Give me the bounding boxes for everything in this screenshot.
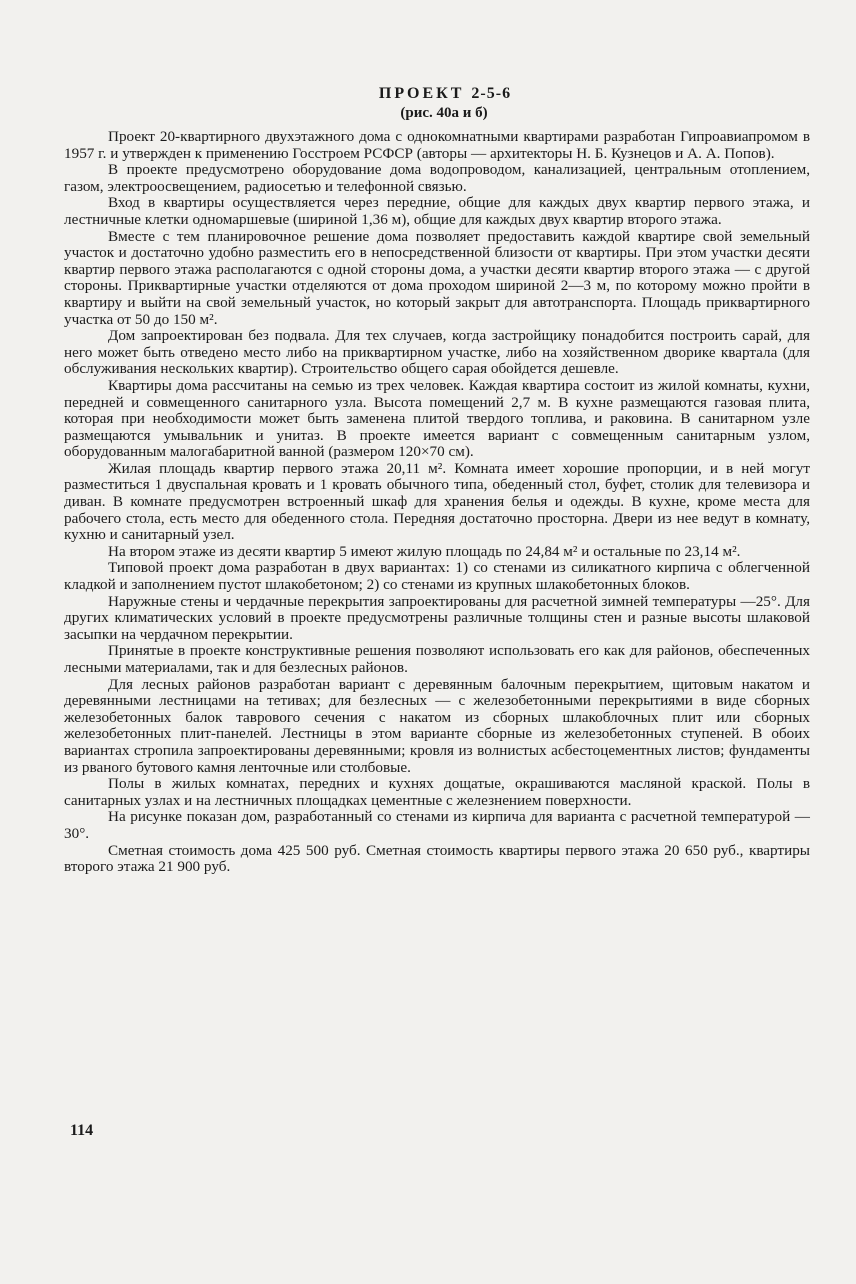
paragraph-forest-regions: Для лесных районов разработан вариант с деревянным балочным перекрытием, щитовым накатом и деревянными лестницами на тетивах; для безлесных — с железобетонными перекрытиями в виде сборных железобетонных балок таврового сечения с накатом из сборных шлакоблочных плит или сборных железобетонных плит-панелей. Лестницы в этом варианте сборные из железобетонных ступеней. В обоих вариантах стропила запроектированы деревянными; кровля из волнистых асбестоцементных листов; фундаменты из рваного бутового камня ленточные или столбовые.	[64, 675, 810, 776]
paragraph-variants: Типовой проект дома разработан в двух вариантах: 1) со стенами из силикатного кирпича с облегченной кладкой и заполнением пустот шлакобетоном; 2) со стенами из крупных шлакобетонных блоков.	[64, 559, 810, 594]
paragraph-first-floor-area: Жилая площадь квартир первого этажа 20,11 м². Комната имеет хорошие пропорции, и в ней могут разместиться 1 двуспальная кровать и 1 кровать обычного типа, обеденный стол, буфет, столик для телевизора и диван. В комнате предусмотрен встроенный шкаф для хранения белья и одежды. В кухне, кроме места для рабочего стола, есть место для обеденного стола. Передняя достаточно просторна. Двери из нее ведут в комнату, кухню и санитарный узел.	[64, 459, 810, 544]
project-number: 2-5-6	[471, 85, 512, 102]
paragraph-walls: Наружные стены и чердачные перекрытия запроектированы для расчетной зимней температуры —25°. Для других климатических условий в проекте предусмотрены различные толщины стен и разные высоты шлаковой засыпки на чердачном перекрытии.	[64, 592, 810, 643]
paragraph-entrance: Вход в квартиры осуществляется через передние, общие для каждых двух квартир первого этажа, и лестничные клетки одномаршевые (шириной 1,36 м), общие для каждых двух квартир второго этажа.	[64, 194, 810, 228]
paragraph-intro: Проект 20-квартирного двухэтажного дома с однокомнатными квартирами разработан Гипроавиапромом в 1957 г. и утвержден к применению Госстроем РСФСР (авторы — архитекторы Н. Б. Кузнецов и А. А. Попов).	[64, 128, 810, 162]
paragraph-cost: Сметная стоимость дома 425 500 руб. Сметная стоимость квартиры первого этажа 20 650 руб., квартиры второго этажа 21 900 руб.	[64, 841, 810, 876]
paragraph-construction: Принятые в проекте конструктивные решения позволяют использовать его как для районов, обеспеченных лесными материалами, так и для безлесных районов.	[64, 642, 810, 676]
document-page	[64, 84, 810, 876]
paragraph-floors: Полы в жилых комнатах, передних и кухнях дощатые, окрашиваются масляной краской. Полы в санитарных узлах и на лестничных площадках цементные с железнением поверхности.	[64, 775, 810, 809]
title-word: ПРОЕКТ	[378, 85, 465, 102]
paragraph-land-plots: Вместе с тем планировочное решение дома позволяет предоставить каждой квартире свой земельный участок и достаточно удобно разместить его в непосредственной близости от квартиры. При этом участки десяти квартир первого этажа располагаются с одной стороны дома, а участки десяти квартир второго этажа — с другой стороны. Приквартирные участки отделяются от дома проходом шириной 2—3 м, по которому можно пройти в квартиру и выйти на свой земельный участок, но который закрыт для автотранспорта. Площадь приквартирного участка от 50 до 150 м².	[64, 227, 810, 328]
paragraph-second-floor-area: На втором этаже из десяти квартир 5 имеют жилую площадь по 24,84 м² и остальные по 23,14 м².	[108, 542, 741, 560]
paragraph-equipment: В проекте предусмотрено оборудование дома водопроводом, канализацией, центральным отоплением, газом, электроосвещением, радиосетью и телефонной связью.	[64, 161, 810, 195]
paragraph-apartments: Квартиры дома рассчитаны на семью из трех человек. Каждая квартира состоит из жилой комнаты, кухни, передней и совмещенного санитарного узла. Высота помещений 2,7 м. В кухне размещаются газовая плита, которая при необходимости может быть заменена плитой твердого топлива, и раковина. В санитарном узле размещаются умывальник и унитаз. В проекте имеется вариант с совмещенным санитарным узлом, оборудованным малогабаритной ванной (размером 120×70 см).	[64, 376, 810, 461]
paragraph-figure-note: На рисунке показан дом, разработанный со стенами из кирпича для варианта с расчетной температурой —30°.	[64, 808, 810, 842]
figure-reference: (рис. 40а и б)	[400, 105, 488, 121]
page-number: 114	[70, 1122, 94, 1139]
project-title	[80, 84, 810, 104]
paragraph-basement: Дом запроектирован без подвала. Для тех случаев, когда застройщику понадобится построить сарай, для него может быть отведено место либо на приквартирном участке, либо на хозяйственном дворике квартала (для обслуживания нескольких квартир). Строительство общего сарая обойдется дешевле.	[64, 327, 810, 378]
